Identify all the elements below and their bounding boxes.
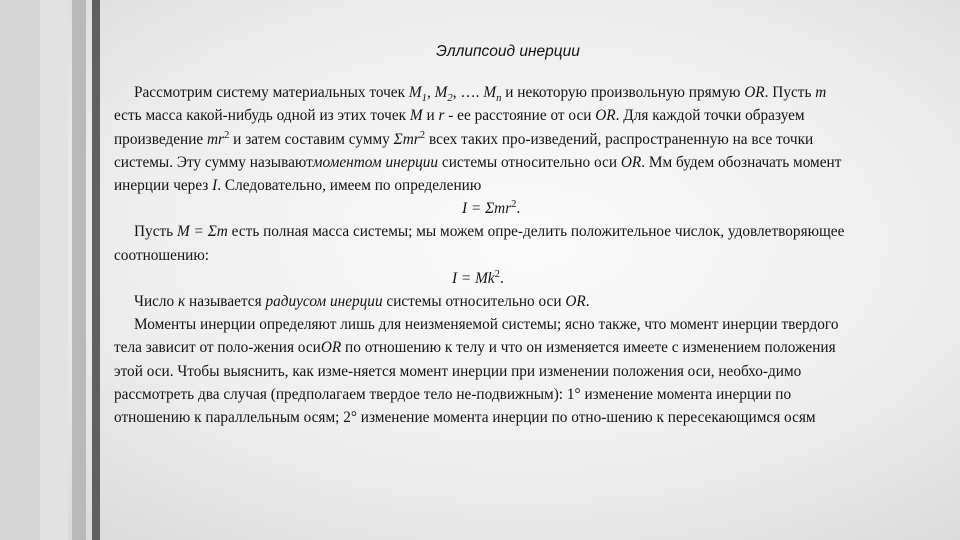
math-OR: OR [565,293,586,311]
formula-text: I = Σmr [462,200,512,218]
text-segment: . Следовательно, имеем по определению [217,177,482,195]
term-radius-of-inertia: радиусом инерции [265,293,383,311]
text-segment: называется [185,293,266,311]
formula-sup: 2 [494,267,500,280]
math-OR: OR [744,84,765,102]
text-segment: . Мм будем обозначать момент инерции через [114,153,842,195]
math-m: т [815,84,827,102]
text-segment: , …. [452,84,484,102]
math-sum-mr: Σmr [393,130,420,148]
math-Mn: М [483,84,497,102]
text-segment: . Пусть [764,84,816,102]
decorative-stripe-dark [92,0,100,540]
text-segment: Рассмотрим систему материальных точек [134,84,409,102]
text-segment: и затем составим сумму [229,130,394,148]
paragraph-rigid-body [114,313,854,429]
formula-text: I = Мk [452,269,495,287]
paragraph-total-mass [114,220,854,266]
math-I: I [212,177,218,195]
decorative-stripe-gray [72,0,86,540]
paragraph-definition [114,81,854,197]
formula-radius-relation [114,267,854,290]
formula-dot: . [499,269,504,287]
decorative-bar-left [0,0,40,540]
text-segment: всех таких про-изведений, распространенную на все точки системы. Эту сумму называют [114,130,814,171]
math-OR: OR [595,107,616,125]
text-segment: системы относительно оси [438,153,621,171]
text-segment: Пусть [134,223,177,241]
formula-sup: 2 [511,198,517,211]
term-moment-of-inertia: моментом инерции [312,153,439,171]
math-sup-2: 2 [224,128,230,141]
text-segment: есть масса какой-нибудь одной из этих точек [114,107,410,125]
formula-moment-of-inertia [114,197,854,220]
math-OR: OR [320,339,342,357]
math-M: М [409,107,423,125]
math-sup-2: 2 [419,128,426,141]
math-OR: OR [620,153,642,171]
text-segment: и [422,107,439,125]
math-M2: М [434,84,448,102]
slide-title: Эллипсоид инерции [436,43,580,60]
decorative-bar-light [40,0,68,540]
math-total-mass: М = Σт [176,223,228,241]
text-segment: по отношению к телу и что он изменяется имеете с изменением положения этой оси. Чтобы выяснить, как изме-няется момент инерции при изменении положения оси, необхо-димо рассмотреть два случая (предполагаем твердое тело не-подвижным): 1° изменение момента инерции по отношению к параллельным осям; 2° изменение момента инерции по отно-шению к пересекающимся осям [114,339,836,427]
math-M1: М [408,84,422,102]
math-sub-2: 2 [447,92,453,105]
paragraph-radius [114,290,854,313]
text-segment: системы относительно оси [382,293,566,311]
text-segment: есть полная масса системы; мы можем опре-делить положительное числок, удовлетворяющее соотношению: [114,223,845,264]
math-k: к [178,293,186,311]
text-segment: и некоторую произвольную прямую [501,84,745,102]
text-segment: - ее расстояние от оси [444,107,596,125]
slide-content [114,40,854,429]
text-segment: , [426,84,435,102]
text-segment: Моменты инерции определяют лишь для неизменяемой системы; ясно также, что момент инерции твердого тела зависит от поло-жения оси [114,316,839,357]
text-segment: Число [134,293,179,311]
math-sub-1: 1 [421,92,427,105]
text-segment: . Для каждой точки образуем произведение [114,107,805,148]
text-segment: . [585,293,590,311]
math-mr: mr [207,130,224,148]
math-r: r [438,107,445,125]
formula-dot: . [516,200,521,218]
math-sub-n: n [496,92,502,105]
